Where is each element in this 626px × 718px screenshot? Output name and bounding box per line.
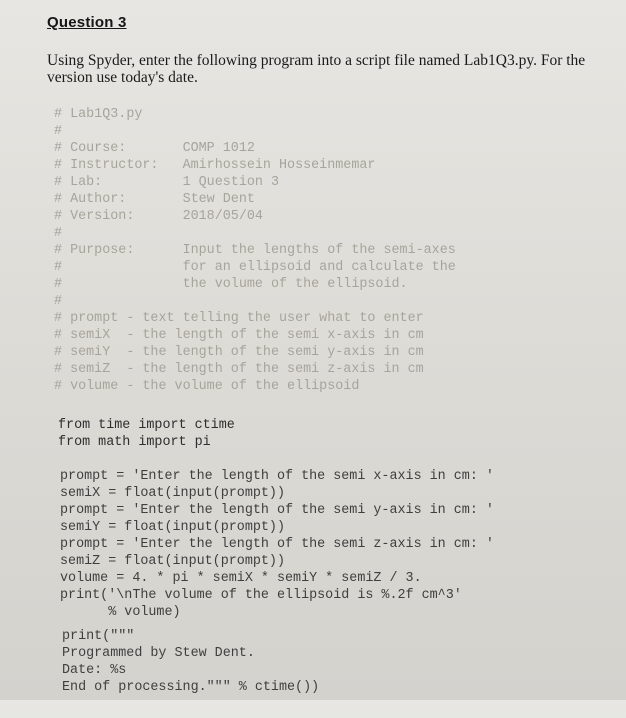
comment-line: # Lab1Q3.py <box>54 107 143 122</box>
header-comment-block <box>54 106 456 394</box>
code-line: prompt = 'Enter the length of the semi z-axis in cm: ' <box>60 537 494 552</box>
code-line: from math import pi <box>58 435 211 450</box>
comment-line: # <box>54 294 63 309</box>
comment-line: # <box>54 124 63 139</box>
comment-line: # <box>54 226 63 241</box>
comment-line: # the volume of the ellipsoid. <box>54 277 408 292</box>
comment-line: # volume - the volume of the ellipsoid <box>54 379 360 394</box>
comment-line: # Instructor: Amirhossein Hosseinmemar <box>54 158 376 173</box>
comment-line: # semiZ - the length of the semi z-axis in cm <box>54 362 424 377</box>
code-footer-block <box>62 628 320 718</box>
comment-line: # semiY - the length of the semi y-axis in cm <box>54 345 424 360</box>
code-line: prompt = 'Enter the length of the semi x-axis in cm: ' <box>60 469 494 484</box>
comment-line: # for an ellipsoid and calculate the <box>54 260 456 275</box>
code-line: Programmed by Stew Dent. <box>62 646 255 661</box>
code-line: semiY = float(input(prompt)) <box>60 520 285 535</box>
code-line: print(""" <box>62 629 135 644</box>
code-line: End of processing.""" % ctime()) <box>62 680 320 695</box>
question-heading: Question 3 <box>47 14 127 31</box>
code-line: prompt = 'Enter the length of the semi y-axis in cm: ' <box>60 503 494 518</box>
comment-line: # Version: 2018/05/04 <box>54 209 263 224</box>
comment-line: # Course: COMP 1012 <box>54 141 255 156</box>
code-line: volume = 4. * pi * semiX * semiY * semiZ / 3. <box>60 571 422 586</box>
comment-line: # Purpose: Input the lengths of the semi-axes <box>54 243 456 258</box>
code-line: from time import ctime <box>58 418 235 433</box>
code-line: semiX = float(input(prompt)) <box>60 486 285 501</box>
code-line: print('\nThe volume of the ellipsoid is %.2f cm^3' <box>60 588 462 603</box>
code-line: % volume) <box>60 605 181 620</box>
code-body-block <box>60 468 494 633</box>
code-line: Date: %s <box>62 663 127 678</box>
comment-line: # semiX - the length of the semi x-axis in cm <box>54 328 424 343</box>
code-line: semiZ = float(input(prompt)) <box>60 554 285 569</box>
comment-line: # prompt - text telling the user what to enter <box>54 311 424 326</box>
question-instructions: Using Spyder, enter the following program into a script file named Lab1Q3.py. For the version use today's date. <box>47 52 586 86</box>
comment-line: # Author: Stew Dent <box>54 192 255 207</box>
comment-line: # Lab: 1 Question 3 <box>54 175 279 190</box>
